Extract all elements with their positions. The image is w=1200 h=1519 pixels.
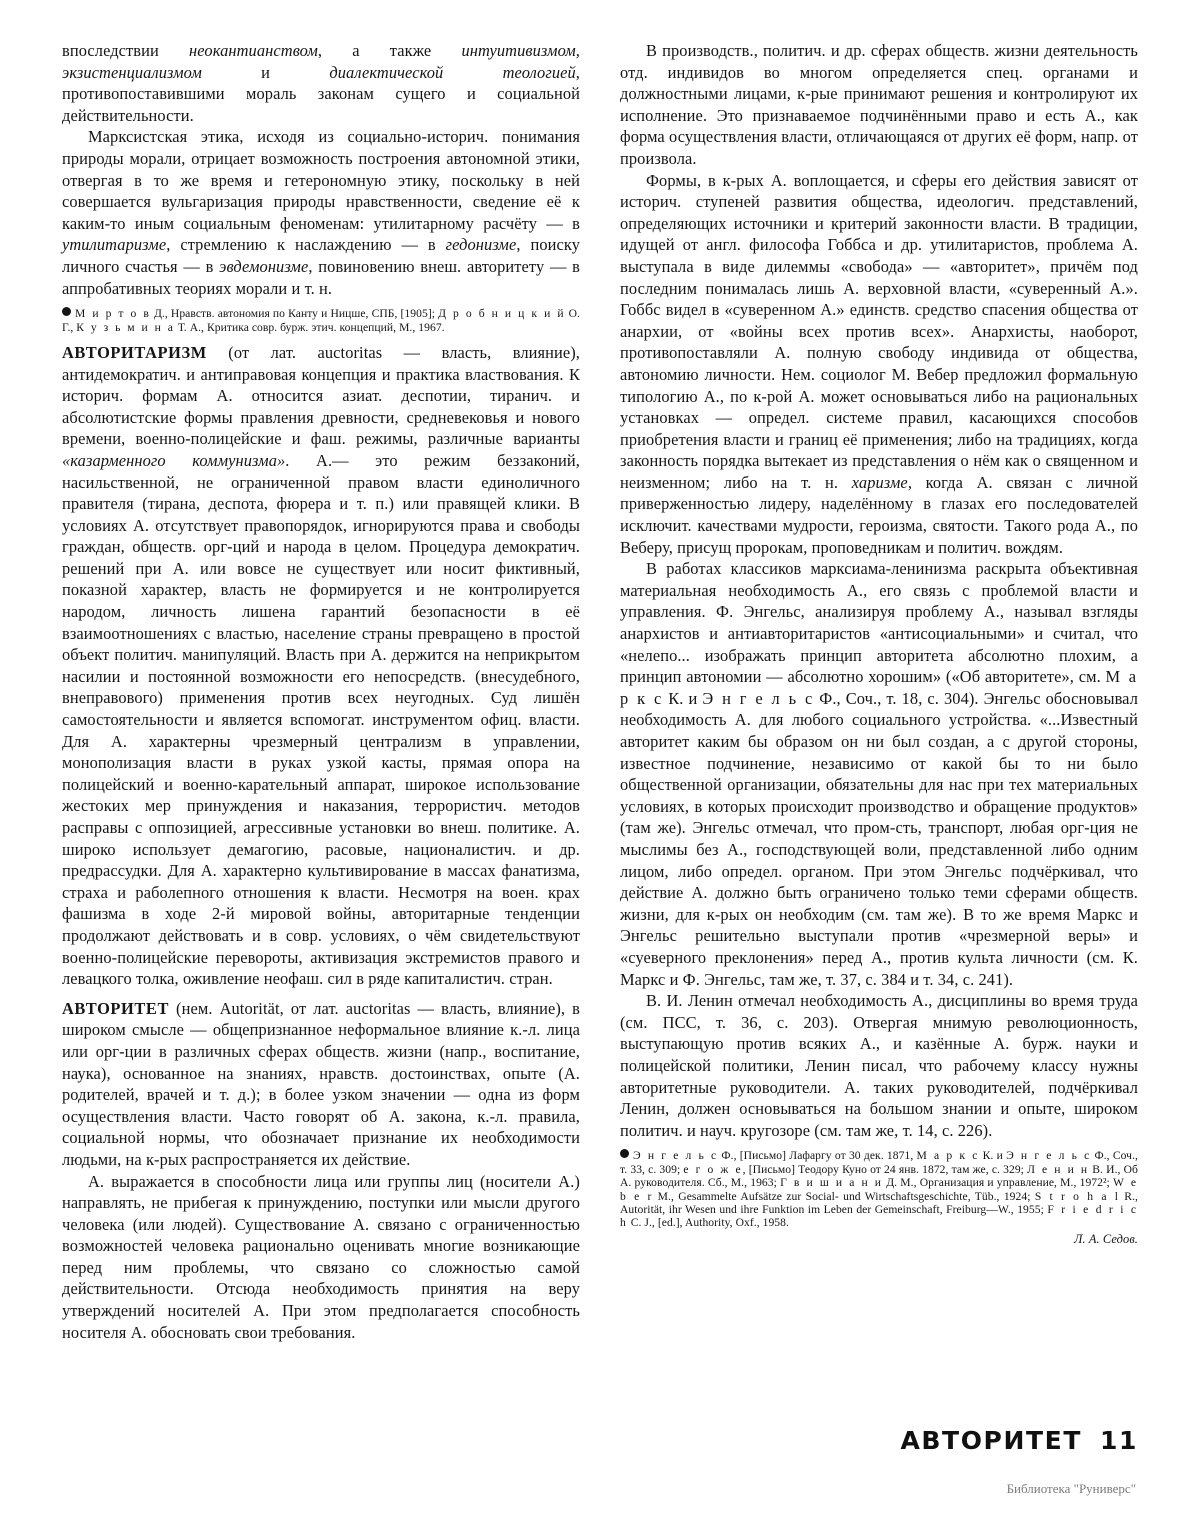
entry-avtoritarizm: АВТОРИТАРИЗМ (от лат. auctoritas — власть, влияние), антидемократич. и антиправовая концепция и практика властвования. К историч. формам А. относится азиат. деспотии, тиранич. и абсолютистские формы правления древности, средневековья и нового времени, военно-полицейские и фаш. режимы, различные варианты «казарменного коммунизма». А.— это режим беззаконий, насильственной, не ограниченной правом власти единоличного правителя (тирана, деспота, фюрера и т. п.) или правящей клики. В условиях А. отсутствует правопорядок, игнорируются права и свободы граждан, обществ. орг-ций и народа в целом. Процедура демократич. решений при А. или вовсе не существует или носит фиктивный, показной характер, власть не формируется и не контролируется народом, личность лишена гарантий безопасности в её взаимоотношениях с властью, население страны превращено в простой объект политич. манипуляций. Власть при А. держится на неприкрытом насилии и постоянной возможности его непосредств. (внесудебного, внеправового) применения против всех неугодных. Суд лишён самостоятельности и является вспомогат. инструментом офиц. власти. Для А. характерны чрезмерный централизм в управлении, монополизация власти в руках узкой касты, прямая опора на полицейский и военно-карательный аппарат, широкое использование жестоких мер принуждения и наказания, террористич. методов расправы с оппозицией, агрессивные установки во внеш. политике. А. широко использует демагогию, расовые, националистич. и др. предрассудки. Для А. характерно культивирование в массах фанатизма, страха и раболепного отношения к власти. Несмотря на воен. крах фашизма в ходе 2-й мировой войны, авторитарные тенденции продолжают действовать и в совр. условиях, о чём свидетельствуют военно-полицейские перевороты, активизация экстремистов правого и левацкого толка, оживление неофаш. сил в ряде капиталистич. стран.: [62, 342, 580, 989]
right-paragraph-1: В производств., политич. и др. сферах обществ. жизни деятельность отд. индивидов во многом определяется спец. органами и должностными лицами, к-рые принимают решения и контролируют их исполнение. Это признаваемое подчинёнными право и есть А., как форма осуществления власти, отличающаяся от других её форм, напр. от произвола.: [620, 41, 1138, 168]
etymology-avtoritarizm: (от лат. auctoritas — власть, влияние), антидемократич. и антиправовая концепция и практика властвования.: [62, 342, 580, 384]
bullet-icon: [62, 307, 71, 316]
right-paragraph-3: В работах классиков марксиама-ленинизма раскрыта объективная материальная необходимость А., его связь с проблемой власти и управления. Ф. Энгельс, анализируя проблему А., называл взгляды анархистов и антиавторитаристов «антисоциальными» и считал, что «нелепо... изображать принцип авторитета абсолютно плохим, а принцип автономии — абсолютно хорошим» («Об авторитете», см. М а р к с К. и Э н г е л ь с Ф., Соч., т. 18, с. 304). Энгельс обосновывал необходимость А. для любого социального устройства. «...Известный авторитет каким бы образом он ни был создан, а с другой стороны, известное подчинение, независимо от какой бы то ни было общественной организации, обязательны для нас при тех материальных условиях, в которых происходит производство и обращение продуктов» (там же). Энгельс отмечал, что пром-сть, транспорт, любая орг-ция не мыслимы без А., господствующей воли, представленной либо одним лицом, либо определ. органом. При этом Энгельс подчёркивал, что действие А. должно быть ограничено только теми сферами обществ. жизни, для к-рых он необходим (см. там же). В то же время Маркс и Энгельс решительно выступали против «чрезмерной веры» и «суеверного преклонения» перед А., против культа личности (см. К. Маркс и Ф. Энгельс, там же, т. 37, с. 384 и т. 34, с. 241).: [620, 559, 1138, 989]
headword-avtoritet: АВТОРИТЕТ: [62, 998, 169, 1018]
carryover-paragraph: впоследствии неокантианством, а также интуитивизмом, экзистенциализмом и диалектической теологией, противопоставившими мораль законам сущего и социальной действительности.: [62, 41, 580, 125]
avtoritet-paragraph-2: А. выражается в способности лица или группы лиц (носители А.) направлять, не прибегая к принуждению, поступки или мысли другого человека (или людей). Существование А. связано с ограниченностью возможностей человека рационально оценивать многие возникающие перед ним проблемы, что связано со сложностью самой действительности. Отсюда необходимость принятия на веру утверждений носителей А. При этом предполагается способность носителя А. обосновать свои требования.: [62, 1171, 580, 1342]
footer-entry-word: АВТОРИТЕТ: [900, 1426, 1082, 1455]
watermark-text: Библиотека "Руниверс": [1006, 1481, 1136, 1496]
marxist-ethics-paragraph: Марксистская этика, исходя из социально-историч. понимания природы морали, отрицает возможность построения автономной этики, отвергая в то же время и гетерономную этику, поскольку в ней совершается вульгаризация природы нравственности, сведение её к каким-то иным социальным феноменам: утилитарному расчёту — в утилитаризме, стремлению к наслаждению — в гедонизме, поиску личного счастья — в эвдемонизме, повиновению внеш. авторитету — в аппробативных теориях морали и т. н.: [62, 127, 581, 298]
left-references: М и р т о в Д., Нравств. автономия по Канту и Ницше, СПБ, [1905]; Д р о б н и ц к и й О. Г., К у з ь м и н а Т. А., Критика совр. бурж. этич. концепций, М., 1967.: [62, 307, 580, 334]
entry-author: Л. А. Седов.: [1073, 1231, 1138, 1246]
right-column: [620, 40, 1138, 1343]
page-number: 11: [1100, 1426, 1138, 1455]
headword-avtoritarizm: АВТОРИТАРИЗМ: [62, 342, 207, 362]
page-footer-entry: [900, 1426, 1138, 1455]
bullet-icon-right: [620, 1149, 629, 1158]
right-references: Э н г е л ь с Ф., [Письмо] Лафаргу от 30 дек. 1871, М а р к с К. и Э н г е л ь с Ф., Соч., т. 33, с. 309; е г о ж е, [Письмо] Теодору Куно от 24 янв. 1872, там же, с. 329; Л е н и н В. И., Об А. руководителя. Сб., М., 1963; Г в и ш и а н и Д. М., Организация и управление, М., 1972²; W e b e r M., Gesammelte Aufsätze zur Social- und Wirtschaftsgeschichte, Tüb., 1924; S t r o h a l R., Autorität, ihr Wesen und ihre Funktion im Leben der Gemeinschaft, Freiburg—W., 1955; F r i e d r i c h C. J., [ed.], Authority, Oxf., 1958.: [620, 1149, 1139, 1230]
left-column: [62, 40, 580, 1343]
right-paragraph-2: Формы, в к-рых А. воплощается, и сферы его действия зависят от историч. ступеней развития общества, идеологич. представлений, определяющих источники и критерий законности власти. В традиции, идущей от англ. философа Гоббса и др. утилитаристов, проблема А. выступала в виде дилеммы «свобода» — «авторитет», причём под последним понималась лишь А. верховной власти, «суверенный А.». Гоббс видел в «суверенном А.» единств. средство спасения общества от анархии, от «войны всех против всех». Анархисты, наоборот, противопоставляли А. полную свободу индивида от общества, автономию личности. Нем. социолог М. Вебер предложил формальную типологию А., по к-рой А. может основываться либо на рациональных установках — определ. системе правил, касающихся способов приобретения власти и границ её применения; либо на традициях, когда законность порядка вытекает из представления о нём как о священном и неизменном; либо на т. н. харизме, когда А. связан с личной приверженностью лидеру, наделённому в глазах его последователей исключит. качествами мудрости, героизма, святости. Такого рода А., по Веберу, присущ пророкам, проповедникам и политич. вождям.: [620, 170, 1138, 557]
etymology-avtoritet: (нем. Autorität, от лат. auctoritas — власть, влияние), в широком смысле — общепризнанное неформальное влияние к.-л. лица или орг-ции в различных сферах обществ. жизни (напр., воспитание, наука), основанное на знаниях, нравств. достоинствах, опыте (А. родителей, врачей и т. д.); в более узком значении — одна из форм осуществления власти. Часто говорят об А. закона, к.-л. правила, социальной нормы, что обозначает признание их необходимости людьми, на к-рых распространяется их действие.: [62, 998, 580, 1169]
entry-avtoritet: [62, 998, 580, 1171]
right-paragraph-4: В. И. Ленин отмечал необходимость А., дисциплины во время труда (см. ПСС, т. 36, с. 203). Отвергая мнимую революционность, выступающую против всяких А., и казённые А. бурж. науки и полицейской политики, Ленин писал, что рабочему классу нужны авторитетные руководители. А. таких руководителей, подчёркивал Ленин, должен основываться на большом знании и опыте, широком политич. и науч. кругозоре (см. там же, т. 14, с. 226).: [620, 991, 1138, 1140]
two-column-layout: [62, 40, 1138, 1343]
